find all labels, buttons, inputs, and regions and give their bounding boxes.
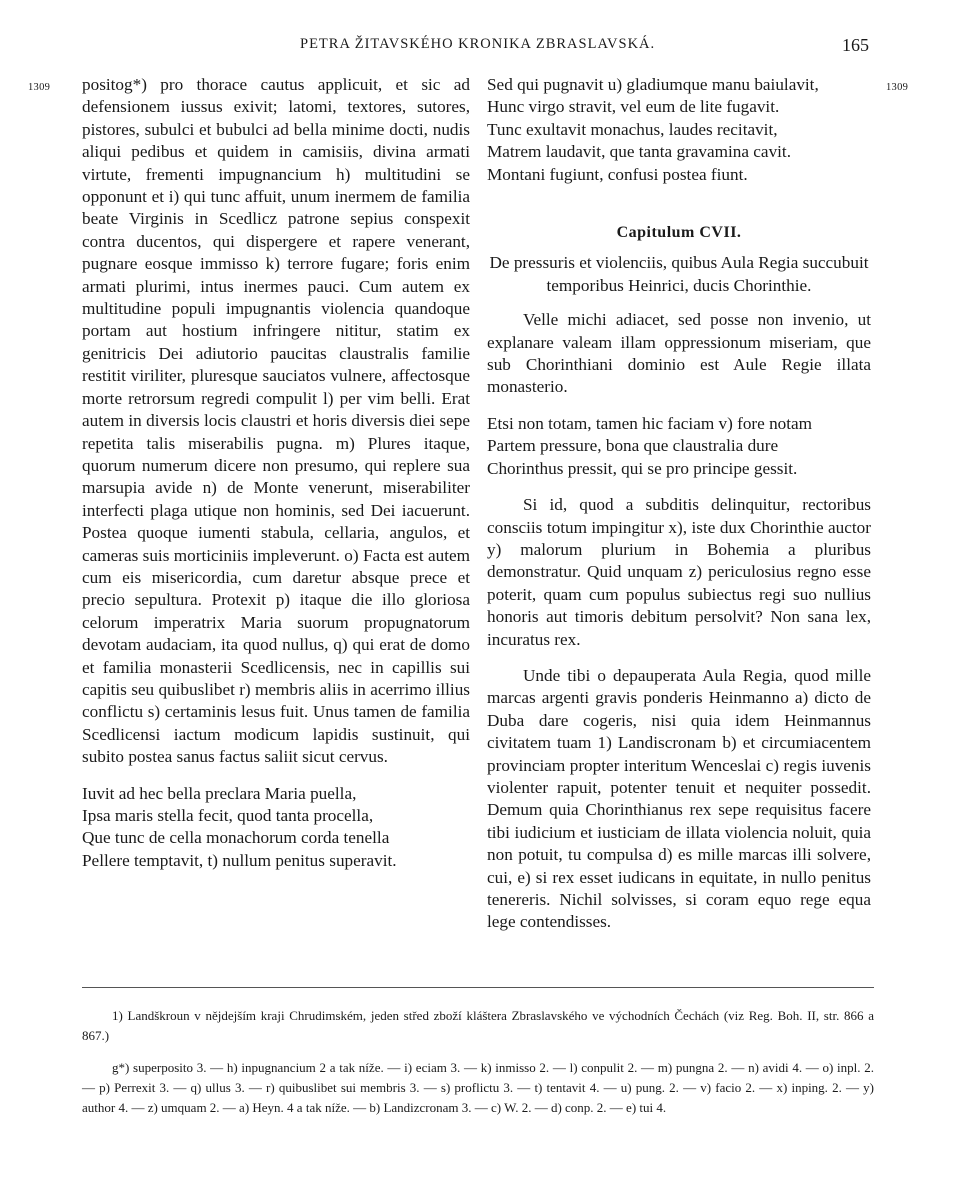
margin-year-left: 1309 <box>28 82 51 93</box>
footnote-variants <box>82 1058 874 1118</box>
body-paragraph: Unde tibi o depauperata Aula Regia, quod mille marcas argenti gravis ponderis Heinmanno a) dicto de Duba dare cogeris, nisi quia idem Heinmannus civitatem tuam 1) Landiscronam b) et circumiacentem provinciam propter interitum Wenceslai c) regis iuvenis violenter rapuit, potenter tenuit et nequiter possedit. Demum quia Chorinthianus rex sepe requisitus facere tibi iudicium et iusticiam de illata violencia noluit, quia non potuit, tu compulsa d) es mille marcas illi solvere, cui, e) si rex esset iudicans in equitate, in nullo penitus tenereris. Nichil solvisses, si coram equo rege equa lege contendisses. <box>487 665 871 932</box>
footnote-rule <box>82 987 874 988</box>
footnote-text: g*) superposito 3. — h) inpugnancium 2 a tak níže. — i) eciam 3. — k) inmisso 2. — l) conpulit 2. — m) pungna 2. — n) avidi 4. — o) inpl. 2. — p) Perrexit 3. — q) ullus 3. — r) quibuslibet sui membris 3. — s) proflictu 3. — t) tentavit 4. — u) pung. 2. — v) facio 2. — x) inping. 2. — y) author 4. — z) umquam 2. — a) Heyn. 4 a tak níže. — b) Landizcronam 3. — c) W. 2. — d) conp. 2. — e) tui 4. <box>82 1060 874 1115</box>
running-title: PETRA ŽITAVSKÉHO KRONIKA ZBRASLAVSKÁ. <box>300 36 656 52</box>
footnote-text: 1) Landškroun v nějdejším kraji Chrudimském, jeden střed zboží kláštera Zbraslavského ve východních Čechách (viz Reg. Boh. II, str. 866 a 867.) <box>82 1008 874 1043</box>
verse-line: Sed qui pugnavit u) gladiumque manu baiulavit, <box>487 75 819 94</box>
right-column <box>487 74 871 934</box>
chapter-heading: Capitulum CVII. <box>616 224 742 242</box>
verse-line: Partem pressure, bona que claustralia dure <box>487 436 779 456</box>
body-paragraph: Si id, quod a subditis delinquitur, rectoribus consciis totum impingitur x), iste dux Chorinthie auctor y) malorum plurium in Bohemia a pluribus demonstratur. Quid unquam z) periculosius regno esse poterit, quam cum populus subiectus regi suo nullius honoris aut timoris debitum persolvit? Non sana lex, incuratus rex. <box>487 495 871 649</box>
left-verse <box>82 783 470 873</box>
verse-line: Hunc virgo stravit, vel eum de lite fugavit. <box>487 97 780 117</box>
verse-line: Chorinthus pressit, qui se pro principe gessit. <box>487 458 798 478</box>
left-paragraph: positog*) pro thorace cautus applicuit, et sic ad defensionem iussus exivit; latomi, textores, sutores, pistores, subulci et bubulci ad bella minime docti, nudis aliqui pedibus et quidem in camisiis, divina armati virtute, frementi impugnancium h) multitudini se opponunt et i) qui tunc affuit, unum inermem de familia beate Virginis in Scedlicz patrone sepius conspexit contra ducentos, qui dispergere et rapere venerant, pugnare eosque immisso k) terrore fugare; foris enim armati plurimi, intus inermes pauci. Cum autem ex multitudine populi impugnantis violencia quandoque portam aut hostium infringere nititur, statim ex genitricis Dei adiutorio paucitas claustralis familie restitit viriliter, pluresque sauciatos vulnere, affectosque morte retrorsum regredi compulit l) per vim belli. Erat autem in diversis locis claustri et horis diversis diei sepe repetita talis miserabilis pugna. m) Plures itaque, quorum numerum dicere non presumo, qui replere sua marsupia avide n) de Monte venerunt, miserabiliter interfecti plaga utique non hominis, sed Dei iacuerunt. Postea quoque iumenti stabula, cellaria, angulos, et cameras suis morticiniis impleverunt. o) Facta est autem cum eis misericordia, cum daretur absque prece et precio sepultura. Protexit p) itaque die illo gloriosa celorum imperatrix Maria suorum propugnatorum devotam audaciam, ita quod nullus, q) qui erat de domo et familia monasterii Scedlicensis, nec in capillis sui capitis seu quibuslibet r) membris aliis in acerrimo illius conflictu s) certaminis lesus fuit. Unus tamen de familia Scedlicensi iactum modicum lapidis sustinuit, qui subito postea sanus factus saliit sicut cervus. <box>82 75 470 767</box>
verse-line: Montani fugiunt, confusi postea fiunt. <box>487 164 748 184</box>
right-verse-top <box>487 74 871 186</box>
verse-line: Ipsa maris stella fecit, quod tanta procella, <box>82 806 374 825</box>
margin-year-right: 1309 <box>886 82 909 93</box>
verse-line: Tunc exultavit monachus, laudes recitavit, <box>487 119 778 139</box>
intro-paragraph: Velle michi adiacet, sed posse non invenio, ut explanare valeam illam oppressionum miseriam, que sub Chorinthiani dominio est Aule Regie illata monasterio. <box>487 310 871 397</box>
verse-line: Etsi non totam, tamen hic faciam v) fore notam <box>487 413 813 433</box>
left-column <box>82 74 470 872</box>
verse-line: Iuvit ad hec bella preclara Maria puella, <box>82 783 357 803</box>
verse-line: Pellere temptavit, t) nullum penitus superavit. <box>82 850 397 870</box>
right-verse-middle <box>487 413 871 480</box>
running-header <box>0 36 960 60</box>
verse-line: Matrem laudavit, que tanta gravamina cavit. <box>487 142 792 162</box>
verse-line: Que tunc de cella monachorum corda tenella <box>82 828 390 848</box>
page-number: 165 <box>842 35 869 55</box>
chapter-title: De pressuris et violenciis, quibus Aula Regia succubuit temporibus Heinrici, ducis Chorinthie. <box>489 253 869 295</box>
footnote-editorial <box>82 1006 874 1046</box>
